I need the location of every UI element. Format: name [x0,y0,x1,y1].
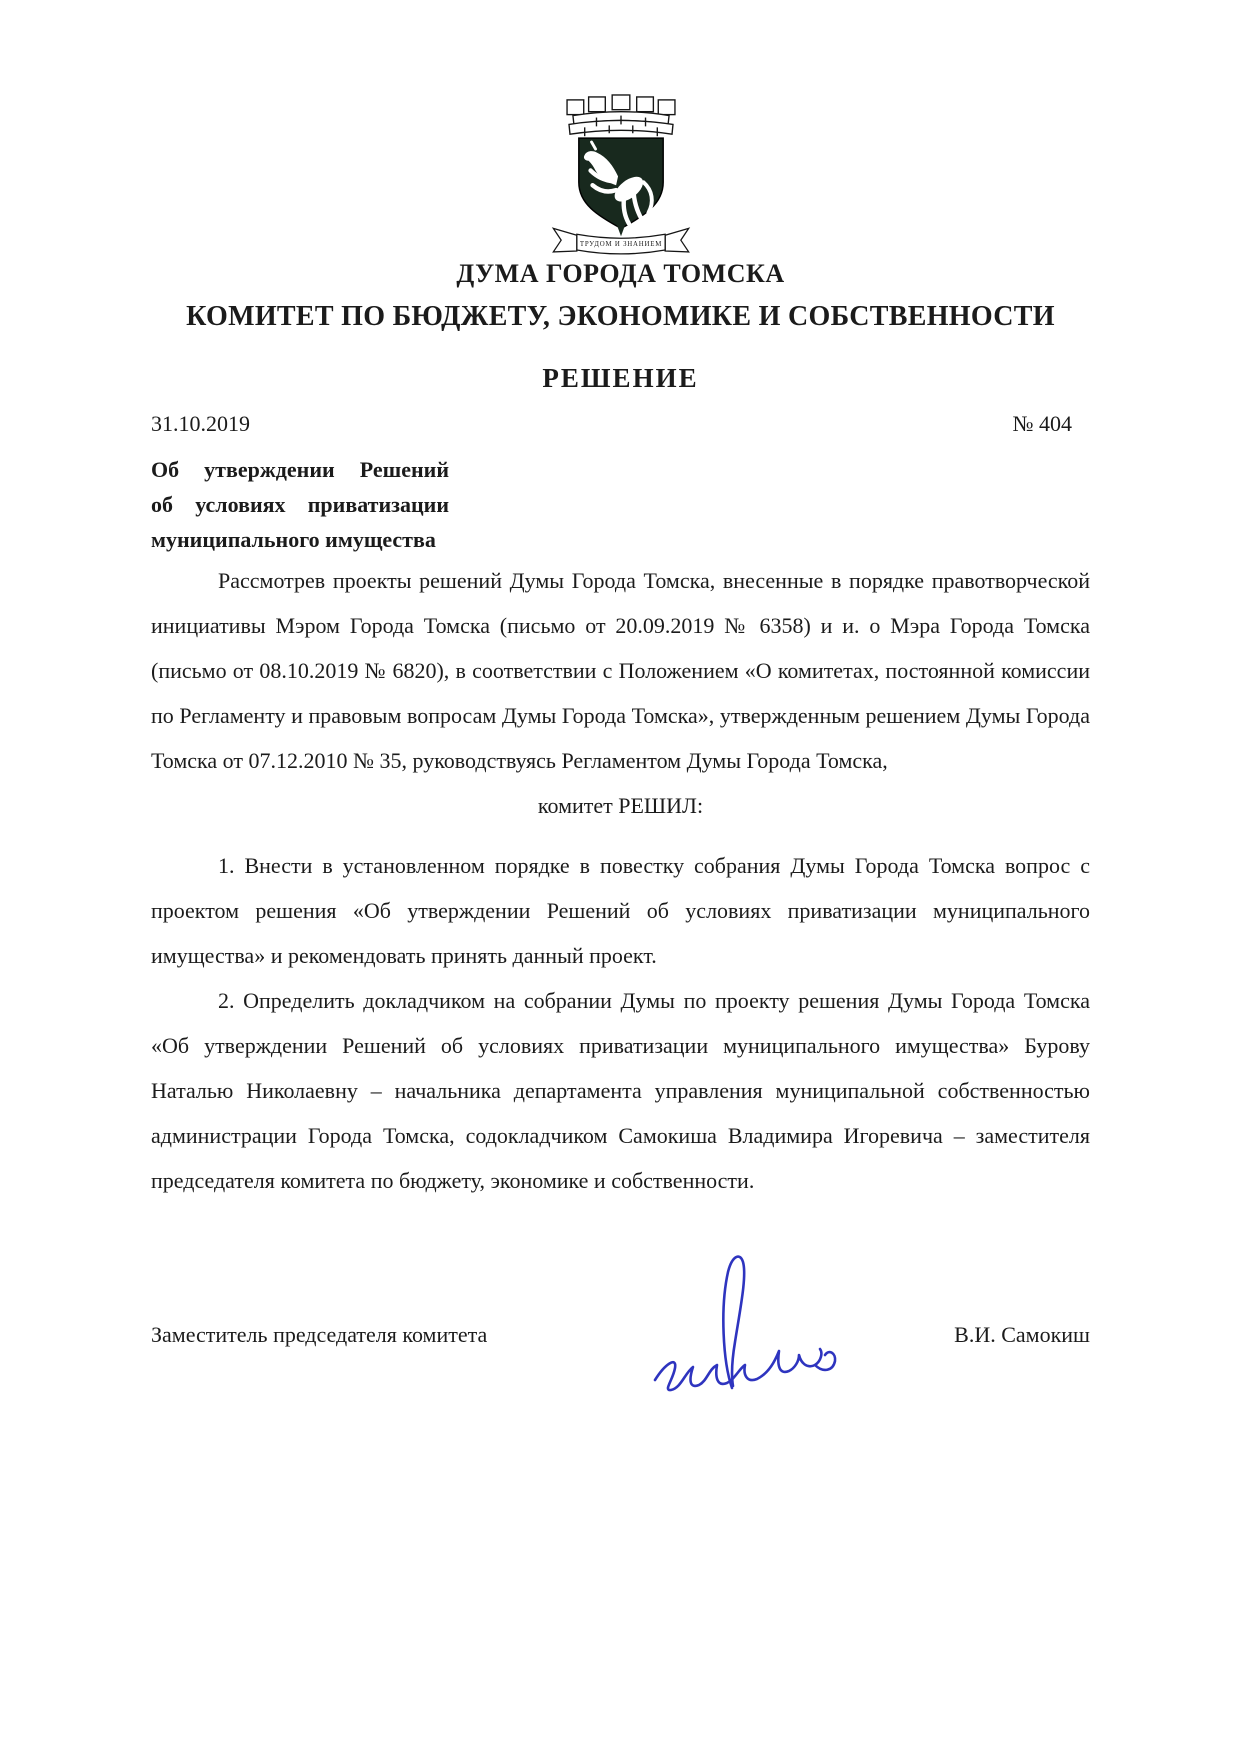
committee-name: КОМИТЕТ ПО БЮДЖЕТУ, ЭКОНОМИКЕ И СОБСТВЕННОСТИ [186,301,1055,332]
motto-text: ТРУДОМ И ЗНАНИЕМ [579,241,662,249]
doc-subject [151,452,449,557]
subject-line: Об утверждении Решений [151,457,449,482]
date-number-row [151,410,1090,438]
mural-crown-icon [567,95,675,136]
resolution-item-2: 2. Определить докладчиком на собрании Думы по проекту решения Думы Города Томска «Об утверждении Решений об условиях приватизации муниципального имущества» Бурову Наталью Николаевну – начальника департамента управления муниципальной собственностью администрации Города Томска, содокладчиком Самокиша Владимира Игоревича – заместителя председателя комитета по бюджету, экономике и собственности. [151,988,1090,1193]
coat-of-arms-block [151,0,1090,255]
resolution-heading: комитет РЕШИЛ: [537,793,704,818]
doc-type-title: РЕШЕНИЕ [542,363,699,393]
document-content [151,0,1090,1349]
signature-name: В.И. Самокиш [954,1322,1090,1347]
doc-number: № 404 [1012,411,1072,436]
org-name: ДУМА ГОРОДА ТОМСКА [456,259,785,288]
tomsk-coat-of-arms-icon [518,88,724,255]
subject-line: об условиях приватизации [151,492,449,517]
resolution-item-1: 1. Внести в установленном порядке в повестку собрания Думы Города Томска вопрос с проектом решения «Об утверждении Решений об условиях приватизации муниципального имущества» и рекомендовать принять данный проект. [151,853,1090,968]
preamble-paragraph: Рассмотрев проекты решений Думы Города Томска, внесенные в порядке правотворческой инициативы Мэром Города Томска (письмо от 20.09.2019 № 6358) и и. о Мэра Города Томска (письмо от 08.10.2019 № 6820), в соответствии с Положением «О комитетах, постоянной комиссии по Регламенту и правовым вопросам Думы Города Томска», утвержденным решением Думы Города Томска от 07.12.2010 № 35, руководствуясь Регламентом Думы Города Томска, [151,568,1090,773]
doc-date: 31.10.2019 [151,411,250,436]
subject-line: муниципального имущества [151,527,436,552]
signature-title: Заместитель председателя комитета [151,1322,488,1347]
signature-block [151,1321,1090,1349]
